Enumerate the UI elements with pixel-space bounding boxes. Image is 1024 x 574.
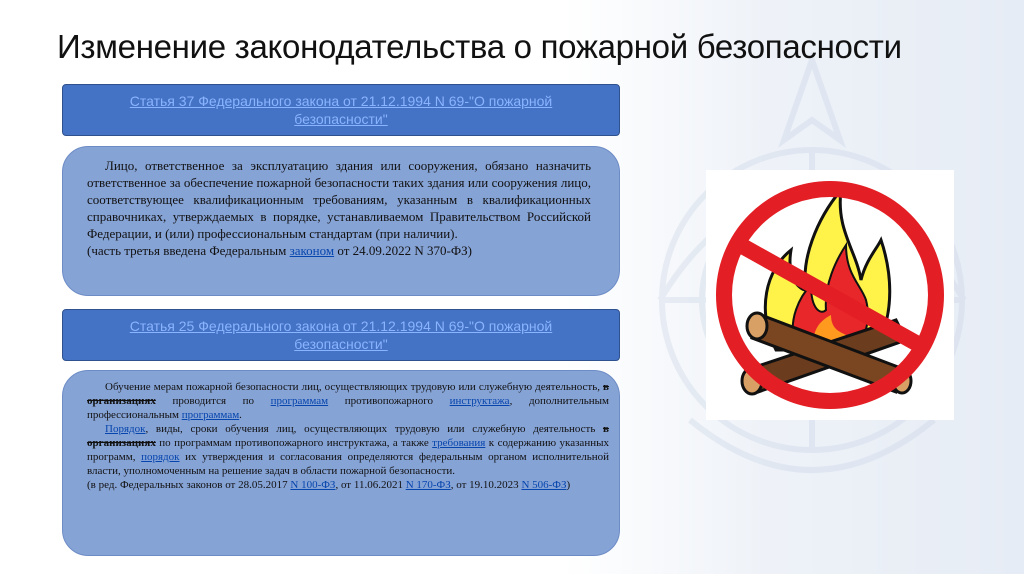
law-100-link[interactable]: N 100-ФЗ — [290, 479, 336, 491]
article-37-paragraph: Лицо, ответственное за эксплуатацию здания или сооружения, обязано назначить ответственное за обеспечение пожарной безопасности таких здания или сооружения лицо, соответствующее квалификационным требованиям, указанным в квалификационных справочниках, утверждаемых в порядке, устанавливаемом Правительством Российской Федерации, и (или) профессиональным стандартам (при наличии). — [87, 158, 591, 241]
article-25-paragraph-1: Обучение мерам пожарной безопасности лиц, осуществляющих трудовую или служебную деятельность, в организациях проводится по программам противопожарного инструктажа, дополнительным профессиональным программам. — [87, 381, 609, 421]
article-25-paragraph-2: Порядок, виды, сроки обучения лиц, осуществляющих трудовую или служебную деятельность в организациях по программам противопожарного инструктажа, а также требования к содержанию указанных программ, порядок их утверждения и согласования определяются федеральным органом исполнительной власти, уполномоченным на решение задач в области пожарной безопасности. — [87, 423, 610, 477]
requirements-link[interactable]: требования — [432, 437, 486, 449]
article-25-link[interactable]: Статья 25 Федерального закона от 21.12.1994 N 69-"О пожарной безопасности" — [129, 318, 553, 352]
law-link[interactable]: законом — [289, 243, 335, 258]
procedure-link[interactable]: Порядок — [105, 423, 146, 435]
article-37-text-box — [62, 146, 620, 296]
no-campfire-sign-icon — [706, 170, 954, 420]
article-37-heading — [62, 84, 620, 136]
article-37-link[interactable]: Статья 37 Федерального закона от 21.12.1994 N 69-"О пожарной безопасности" — [129, 93, 553, 127]
instruction-link[interactable]: инструктажа — [449, 395, 510, 407]
article-25-amendments: (в ред. Федеральных законов от 28.05.2017 N 100-ФЗ, от 11.06.2021 N 170-ФЗ, от 19.10.2023 N 506-ФЗ) — [87, 479, 571, 491]
programs-link[interactable]: программам — [270, 395, 329, 407]
struck-text: в организациях — [87, 423, 609, 449]
no-fire-sign-card — [706, 170, 954, 420]
approval-procedure-link[interactable]: порядок — [141, 451, 180, 463]
prof-programs-link[interactable]: программам — [181, 409, 240, 421]
article-37-note: (часть третья введена Федеральным законом от 24.09.2022 N 370-ФЗ) — [87, 243, 472, 258]
article-25-text-box — [62, 370, 620, 556]
law-170-link[interactable]: N 170-ФЗ — [405, 479, 451, 491]
article-25-heading — [62, 309, 620, 361]
law-506-link[interactable]: N 506-ФЗ — [521, 479, 567, 491]
slide-title: Изменение законодательства о пожарной безопасности — [57, 28, 902, 65]
struck-text: в организациях — [87, 381, 609, 407]
